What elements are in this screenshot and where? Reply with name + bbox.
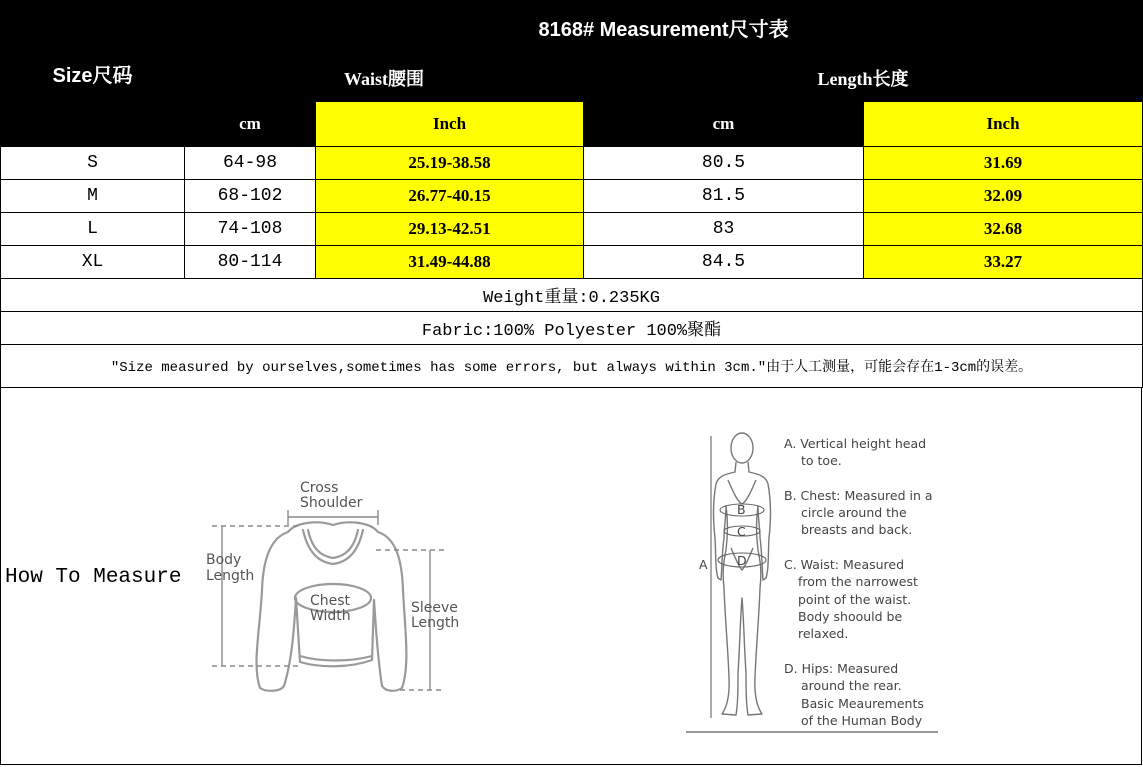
marker-b: B [737,502,746,517]
legend-d: Basic Meaurements [801,696,924,711]
waist-inch-cell: 25.19-38.58 [316,147,584,180]
length-inch-cell: 32.68 [864,213,1143,246]
weight-row: Weight重量:0.235KG [1,279,1143,312]
marker-d: D [737,553,747,568]
size-cell: L [1,213,185,246]
shirt-measurement-diagram [200,470,470,700]
length-inch-cell: 33.27 [864,246,1143,279]
legend-c: C. Waist: Measured [784,557,905,572]
waist-cm-cell: 80-114 [185,246,316,279]
length-cm-cell: 80.5 [584,147,864,180]
waist-inch-cell: 26.77-40.15 [316,180,584,213]
waist-cm-cell: 64-98 [185,147,316,180]
size-header: Size尺码 [1,1,185,147]
length-inch-cell: 31.69 [864,147,1143,180]
legend-b: circle around the [801,505,907,520]
size-cell: S [1,147,185,180]
length-cm-cell: 81.5 [584,180,864,213]
how-to-measure-heading: How To Measure [5,566,182,589]
legend-d: around the rear. [801,678,902,693]
chest-width-label: Chest [310,593,351,609]
length-inch-header: Inch [864,102,1143,147]
marker-c: C [737,524,746,539]
table-row [1,147,1143,180]
legend-c: from the narrowest [798,574,918,589]
table-row [1,180,1143,213]
legend-c: point of the waist. [798,592,912,607]
chest-width-label: Width [310,608,351,624]
length-inch-cell: 32.09 [864,180,1143,213]
measurement-note: "Size measured by ourselves,sometimes has some errors, but always within 3cm."由于人工测量，可能会存在1-3cm的误差。 [1,345,1143,388]
body-measurement-diagram [686,428,942,734]
legend-a: to toe. [801,453,842,468]
human-body-icon [714,433,771,715]
legend-d: of the Human Body [801,713,923,728]
legend-c: Body shoould be [798,609,903,624]
size-cell: XL [1,246,185,279]
fabric-row: Fabric:100% Polyester 100%聚酯 [1,312,1143,345]
table-title: 8168# Measurement尺寸表 [185,1,1143,54]
waist-inch-cell: 31.49-44.88 [316,246,584,279]
length-header: Length长度 [584,54,1143,102]
table-row [1,246,1143,279]
waist-cm-cell: 74-108 [185,213,316,246]
legend-b: B. Chest: Measured in a [784,488,933,503]
waist-cm-cell: 68-102 [185,180,316,213]
length-cm-cell: 83 [584,213,864,246]
body-length-label: Body [206,552,242,568]
sleeve-length-label: Length [411,615,460,631]
legend-b: breasts and back. [801,522,913,537]
length-cm-cell: 84.5 [584,246,864,279]
cross-shoulder-label: Shoulder [300,495,363,511]
waist-cm-header: cm [185,102,316,147]
marker-a: A [699,557,708,572]
body-length-label: Length [206,568,255,584]
legend-d: D. Hips: Measured [784,661,899,676]
waist-inch-header: Inch [316,102,584,147]
sleeve-length-label: Sleeve [411,600,458,616]
waist-inch-cell: 29.13-42.51 [316,213,584,246]
legend-a: A. Vertical height head [784,436,927,451]
legend-c: relaxed. [798,626,849,641]
table-row [1,213,1143,246]
cross-shoulder-label: Cross [300,480,339,496]
size-cell: M [1,180,185,213]
length-cm-header: cm [584,102,864,147]
waist-header: Waist腰围 [185,54,584,102]
